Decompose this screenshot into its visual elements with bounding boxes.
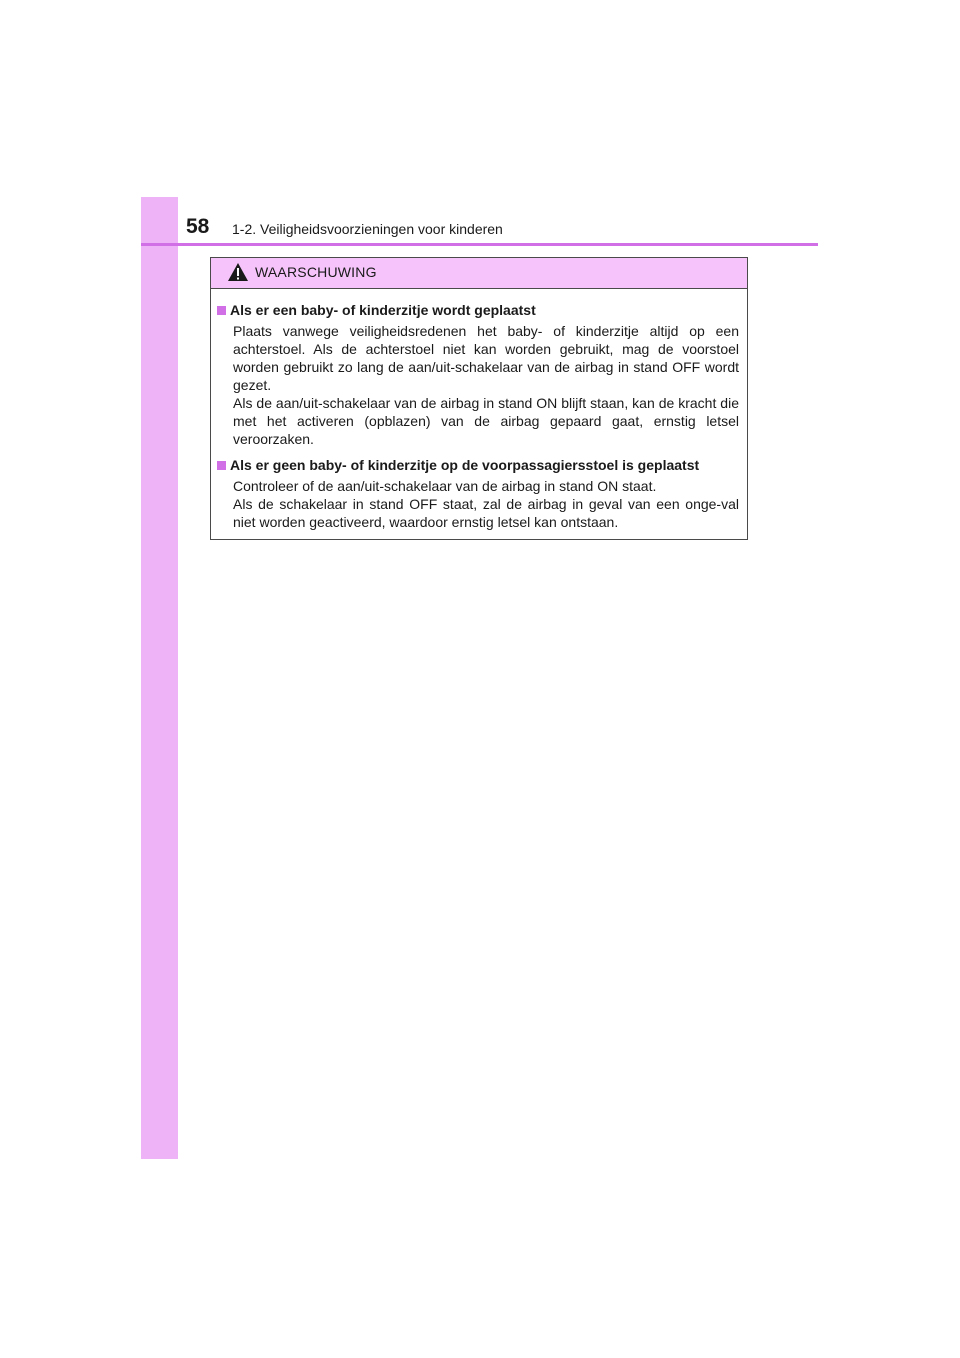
- warning-paragraph: Als de schakelaar in stand OFF staat, zal de airbag in geval van een onge-val niet worden geactiveerd, waardoor ernstig letsel kan ontstaan.: [233, 496, 739, 530]
- bullet-square-icon: [217, 306, 226, 315]
- bullet-square-icon: [217, 461, 226, 470]
- page-number: 58: [186, 215, 210, 238]
- warning-paragraph: Controleer of de aan/uit-schakelaar van de airbag in stand ON staat.: [233, 478, 657, 494]
- warning-label: WAARSCHUWING: [255, 264, 377, 280]
- warning-paragraph: Plaats vanwege veiligheidsredenen het baby- of kinderzitje altijd op een achterstoel. Als de achterstoel niet kan worden gebruikt, mag de voorstoel worden gebruikt zo lang de aan/uit-schakelaar van de airbag in stand OFF wordt gezet.: [233, 323, 739, 393]
- warning-triangle-icon: [227, 262, 249, 282]
- warning-item-title: Als er een baby- of kinderzitje wordt geplaatst: [230, 302, 536, 318]
- warning-item: [217, 456, 739, 531]
- header-rule: [141, 243, 818, 246]
- warning-header: [211, 258, 747, 289]
- warning-paragraph: Als de aan/uit-schakelaar van de airbag in stand ON blijft staan, kan de kracht die met het activeren (opblazen) van de airbag gepaard gaat, ernstig letsel veroorzaken.: [233, 395, 739, 447]
- warning-body: [211, 289, 747, 531]
- warning-item: [217, 301, 739, 448]
- warning-box: [210, 257, 748, 540]
- section-title: 1-2. Veiligheidsvoorzieningen voor kinderen: [232, 221, 503, 237]
- chapter-side-tab: [141, 197, 178, 1159]
- warning-item-title: Als er geen baby- of kinderzitje op de voorpassagiersstoel is geplaatst: [230, 457, 700, 473]
